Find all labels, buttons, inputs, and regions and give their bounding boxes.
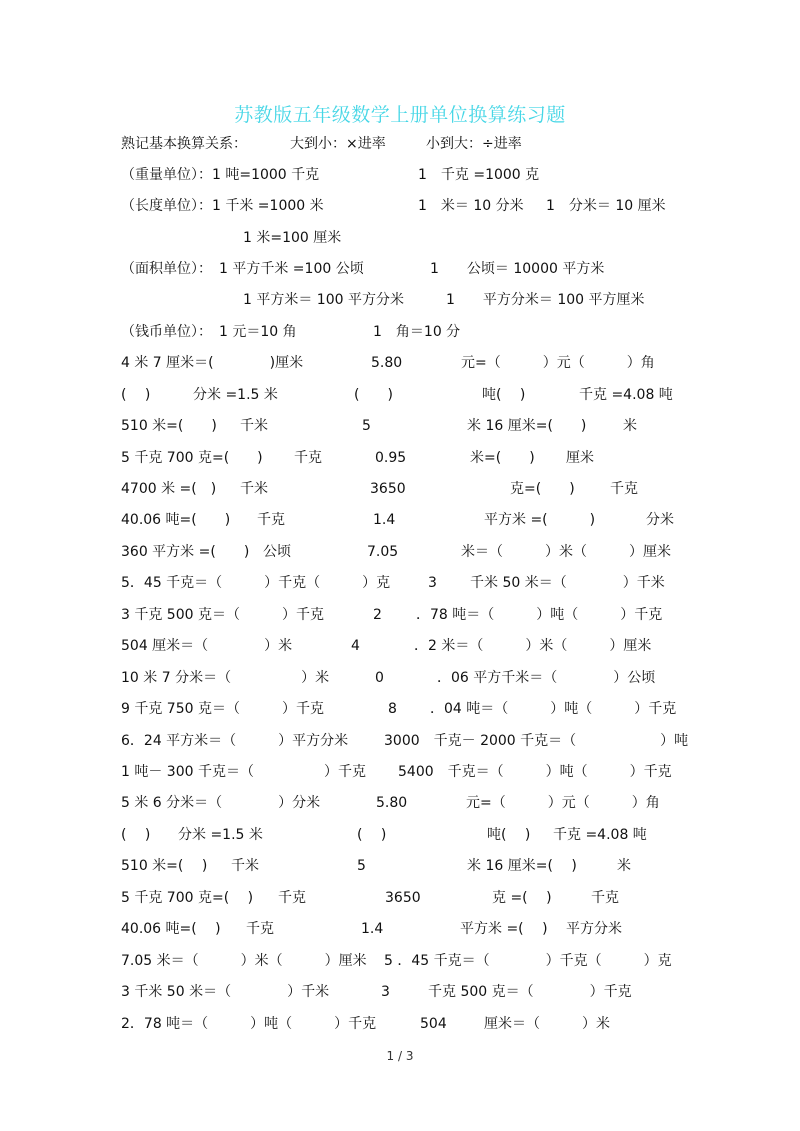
exercise-text: ．06 平方千米＝（ ）公顷 — [437, 670, 656, 686]
reference-text: 1 平方米＝ 100 平方分米 — [243, 292, 404, 308]
exercise-text: 元=（ ）元（ ）角 — [461, 355, 655, 371]
exercise-text: 5 千克 700 克=( ) — [121, 450, 263, 466]
reference-text: （面积单位）： 1 平方千米 =100 公顷 — [121, 261, 364, 277]
reference-line — [0, 163, 800, 187]
exercise-text: 克=( ) — [510, 481, 575, 497]
exercise-line — [0, 697, 800, 721]
exercise-text: 1.4 — [373, 512, 396, 528]
exercise-text: 0.95 — [375, 450, 407, 466]
exercise-line — [0, 760, 800, 784]
exercise-text: 1.4 — [361, 921, 384, 937]
exercise-text: 5.80 — [376, 795, 408, 811]
exercise-text: 9 千克 750 克＝（ ）千克 — [121, 701, 324, 717]
exercise-text: 分米 =1.5 米 — [193, 387, 278, 403]
exercise-text: 7.05 — [367, 544, 399, 560]
exercise-text: 米 16 厘米=( ) — [467, 418, 587, 434]
exercise-text: 3 — [381, 984, 390, 1000]
exercise-text: 千克 — [294, 450, 322, 466]
exercise-line — [0, 729, 800, 753]
exercise-line — [0, 571, 800, 595]
exercise-line — [0, 634, 800, 658]
exercise-line — [0, 383, 800, 407]
reference-text: 1 角＝10 分 — [373, 324, 461, 340]
exercise-text: ．78 吨＝（ ）吨（ ）千克 — [416, 607, 663, 623]
reference-line — [0, 257, 800, 281]
exercise-text: 40.06 吨=( ) — [121, 921, 221, 937]
exercise-text: ( ) — [121, 827, 151, 843]
exercise-text: 平方分米 — [566, 921, 622, 937]
exercise-text: 分米 =1.5 米 — [178, 827, 263, 843]
exercise-line — [0, 477, 800, 501]
page-number: 1 / 3 — [386, 1049, 414, 1063]
exercise-text: 千米 50 米＝（ ）千米 — [470, 575, 665, 591]
exercise-text: 千克 — [246, 921, 274, 937]
reference-line — [0, 194, 800, 218]
exercise-text: 厘米＝（ ）米 — [484, 1016, 610, 1032]
exercise-text: 米 — [623, 418, 637, 434]
exercise-text: ( ) — [357, 827, 387, 843]
exercise-line — [0, 1012, 800, 1036]
page-title: 苏教版五年级数学上册单位换算练习题 — [234, 104, 566, 126]
exercise-text: 千米 — [240, 418, 268, 434]
exercise-line — [0, 603, 800, 627]
exercise-text: 510 米=( ) — [121, 858, 208, 874]
exercise-text: 5 米 6 分米＝（ ）分米 — [121, 795, 321, 811]
exercise-text: 平方米 =( ) — [460, 921, 548, 937]
exercise-text: 3650 — [370, 481, 406, 497]
exercise-text: 千克 — [591, 890, 619, 906]
exercise-text: 公顷 — [263, 544, 291, 560]
exercise-text: 5.80 — [371, 355, 403, 371]
exercise-line — [0, 446, 800, 470]
intro-big-to-small: 大到小：×进率 — [290, 136, 386, 152]
reference-text: 1 分米＝ 10 厘米 — [546, 198, 666, 214]
exercise-line — [0, 791, 800, 815]
reference-line — [0, 288, 800, 312]
exercise-line — [0, 980, 800, 1004]
exercise-line — [0, 949, 800, 973]
exercise-line — [0, 854, 800, 878]
exercise-text: 克 =( ) — [492, 890, 552, 906]
exercise-text: 0 — [375, 670, 384, 686]
exercise-text: 40.06 吨=( ) — [121, 512, 231, 528]
exercise-text: ．04 吨＝（ ）吨（ ）千克 — [430, 701, 677, 717]
exercise-text: 5400 千克＝（ ）吨（ ）千克 — [398, 764, 672, 780]
exercise-line — [0, 351, 800, 375]
exercise-text: ( ) — [354, 387, 393, 403]
exercise-text: 5 ．45 千克＝（ ）千克（ ）克 — [384, 953, 672, 969]
reference-line — [0, 226, 800, 250]
exercise-line — [0, 414, 800, 438]
exercise-text: 千克 — [257, 512, 285, 528]
exercise-text: 4700 米 =( ) — [121, 481, 217, 497]
exercise-line — [0, 666, 800, 690]
exercise-text: 4 — [351, 638, 360, 654]
exercise-text: 2 — [373, 607, 382, 623]
exercise-text: 米＝（ ）米（ ）厘米 — [461, 544, 671, 560]
exercise-text: ( ) — [121, 387, 151, 403]
exercise-text: 3650 — [385, 890, 421, 906]
exercise-text: 千克 =4.08 吨 — [579, 387, 673, 403]
exercise-text: 千米 — [231, 858, 259, 874]
reference-text: 1 米=100 厘米 — [243, 230, 342, 246]
exercise-text: 2．78 吨＝（ ）吨（ ）千克 — [121, 1016, 377, 1032]
exercise-text: 10 米 7 分米＝（ ）米 — [121, 670, 330, 686]
reference-text: 1 米＝ 10 分米 — [418, 198, 524, 214]
exercise-text: 3 — [428, 575, 437, 591]
exercise-text: 千克 — [610, 481, 638, 497]
exercise-line — [0, 823, 800, 847]
exercise-line — [0, 917, 800, 941]
intro-small-to-big: 小到大：÷进率 — [426, 136, 522, 152]
exercise-text: 3000 千克－ 2000 千克＝（ ）吨 — [384, 733, 689, 749]
exercise-line — [0, 508, 800, 532]
exercise-text: 平方米 =( ) — [484, 512, 596, 528]
exercise-text: 分米 — [646, 512, 674, 528]
reference-text: 1 公顷＝ 10000 平方米 — [430, 261, 605, 277]
reference-line — [0, 320, 800, 344]
exercise-text: 8 — [388, 701, 397, 717]
intro-label: 熟记基本换算关系： — [121, 136, 247, 152]
reference-text: 1 千克 =1000 克 — [418, 167, 540, 183]
exercise-line — [0, 886, 800, 910]
exercise-text: 米 — [617, 858, 631, 874]
exercise-text: 6．24 平方米＝（ ）平方分米 — [121, 733, 349, 749]
exercise-text: 504 — [420, 1016, 447, 1032]
reference-text: （长度单位）：1 千米 =1000 米 — [121, 198, 324, 214]
exercise-text: 5 — [357, 858, 366, 874]
exercise-text: 360 平方米 =( ) — [121, 544, 250, 560]
reference-text: 1 平方分米＝ 100 平方厘米 — [446, 292, 645, 308]
exercise-text: 5．45 千克＝（ ）千克（ ）克 — [121, 575, 391, 591]
exercise-text: 504 厘米＝（ ）米 — [121, 638, 293, 654]
exercise-text: 5 — [362, 418, 371, 434]
exercise-text: 3 千克 500 克＝（ ）千克 — [121, 607, 324, 623]
exercise-text: 厘米 — [566, 450, 594, 466]
exercise-text: 千克 — [278, 890, 306, 906]
exercise-text: 5 千克 700 克=( ) — [121, 890, 254, 906]
exercise-text: 米 16 厘米=( ) — [467, 858, 577, 874]
exercise-line — [0, 540, 800, 564]
exercise-text: 千米 — [240, 481, 268, 497]
exercise-text: 千克 =4.08 吨 — [553, 827, 647, 843]
exercise-text: 千克 500 克＝（ ）千克 — [428, 984, 632, 1000]
exercise-text: 米=( ) — [470, 450, 535, 466]
exercise-text: 吨( ) — [487, 827, 531, 843]
exercise-text: ．2 米＝（ ）米（ ）厘米 — [414, 638, 652, 654]
reference-text: （钱币单位）： 1 元＝10 角 — [121, 324, 297, 340]
exercise-text: 3 千米 50 米＝（ ）千米 — [121, 984, 330, 1000]
exercise-text: 510 米=( ) — [121, 418, 217, 434]
exercise-text: 吨( ) — [482, 387, 526, 403]
exercise-text: 4 米 7 厘米＝( )厘米 — [121, 355, 304, 371]
exercise-text: 元=（ ）元（ ）角 — [466, 795, 660, 811]
exercise-text: 7.05 米＝（ ）米（ ）厘米 — [121, 953, 367, 969]
reference-text: （重量单位）：1 吨=1000 千克 — [121, 167, 320, 183]
intro-line — [0, 132, 800, 156]
exercise-text: 1 吨－ 300 千克＝（ ）千克 — [121, 764, 366, 780]
